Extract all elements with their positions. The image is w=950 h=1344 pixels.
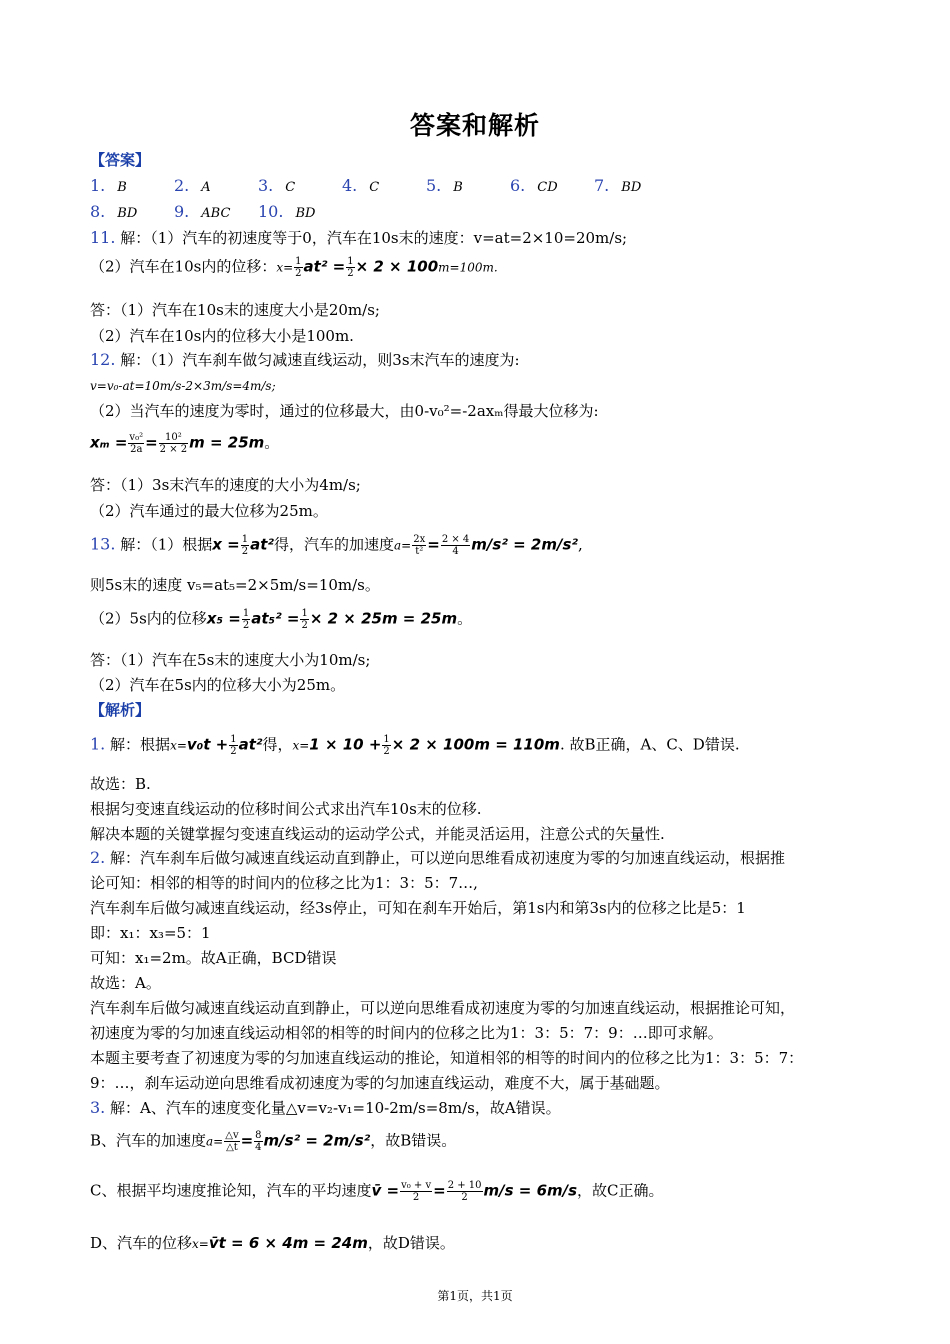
q13-text: 得，汽车的加速度: [274, 535, 395, 554]
formula: =: [145, 433, 158, 452]
answer-item: [174, 202, 258, 224]
formula: v₀t +: [186, 735, 229, 754]
answer-value: B: [453, 180, 463, 195]
formula: x₅ =: [206, 609, 241, 628]
answer-item: [90, 202, 174, 224]
a2-text: 解：汽车刹车后做匀减速直线运动直到静止，可以逆向思维看成初速度为零的匀加速直线运动，根据推: [110, 849, 786, 867]
formula: at² =: [303, 257, 346, 276]
frac-num: 1: [241, 534, 249, 545]
q12-text: 解：（1）汽车刹车做匀减速直线运动，则3s末汽车的速度为:: [120, 351, 520, 369]
formula: =: [427, 535, 440, 554]
a2-line-2: 论可知：相邻的相等的时间内的位移之比为1：3：5：7…,: [90, 874, 478, 892]
formula-var: a=: [394, 538, 412, 553]
answer-number: 2.: [174, 176, 190, 195]
frac-num: 2 × 4: [441, 534, 470, 545]
a3-text: D、汽车的位移: [90, 1234, 193, 1252]
a1-text: . 故B正确，A、C、D错误.: [559, 735, 740, 754]
formula: at₅² =: [251, 609, 300, 628]
frac-num: 2 + 10: [447, 1180, 482, 1191]
q12-line-5: 答：（1）3s末汽车的速度的大小为4m/s;: [90, 476, 361, 494]
q11-text: （2）汽车在10s内的位移：: [90, 257, 277, 276]
question-number: 11.: [90, 228, 116, 247]
a3-line-4: [90, 1233, 455, 1254]
formula: × 2 × 25m = 25m: [309, 609, 458, 628]
answer-value: CD: [537, 180, 558, 195]
page-title: 答案和解析: [409, 111, 540, 140]
analysis-header-label: 【解析】: [90, 701, 151, 719]
answer-value: BD: [621, 180, 642, 195]
q12-line-6: （2）汽车通过的最大位移为25m。: [90, 502, 328, 520]
a2-line-1: [90, 848, 785, 868]
frac-num: 1: [230, 734, 237, 745]
formula: at²: [250, 535, 274, 554]
fraction: [382, 734, 390, 757]
frac-num: △v: [225, 1130, 239, 1141]
frac-den: 4: [255, 1142, 262, 1153]
answer-number: 10.: [258, 202, 284, 221]
analysis-header: [90, 700, 150, 720]
frac-den: 2: [412, 1192, 420, 1203]
a3-text: ，故B错误。: [370, 1131, 457, 1150]
a3-line-2: [90, 1130, 456, 1153]
a3-text: B、汽车的加速度: [90, 1131, 207, 1150]
q12-line-4: [90, 432, 279, 455]
question-number: 1.: [90, 734, 106, 754]
formula: v̄t = 6 × 4m = 24m: [208, 1234, 368, 1252]
q13-line-2: 则5s末的速度 v₅=at₅=2×5m/s=10m/s。: [90, 576, 380, 594]
answer-number: 3.: [258, 176, 274, 195]
answer-number: 7.: [594, 176, 610, 195]
answer-number: 4.: [342, 176, 358, 195]
frac-den: 2: [383, 746, 390, 757]
a1-line-4: 解决本题的关键掌握匀变速直线运动的运动学公式，并能灵活运用，注意公式的矢量性.: [90, 825, 665, 843]
a1-text: 得，: [262, 735, 293, 754]
formula: × 2 × 100: [355, 257, 439, 276]
a3-line-3: [90, 1180, 664, 1203]
answers-header: [90, 150, 150, 170]
fraction: [412, 534, 426, 557]
a2-line-5: 可知：x₁=2m。故A正确，BCD错误: [90, 949, 337, 967]
q13-line-3: [90, 608, 472, 631]
a3-line-1: [90, 1098, 561, 1118]
q13-text: （2）5s内的位移: [90, 609, 207, 628]
a2-line-7: 汽车刹车后做匀减速直线运动直到静止，可以逆向思维看成初速度为零的匀加速直线运动，根据推论可知，: [90, 999, 796, 1017]
a1-line-2: 故选：B.: [90, 775, 151, 793]
frac-den: 4: [452, 546, 459, 557]
fraction: [241, 534, 249, 557]
q11-line-1: [90, 228, 627, 248]
a1-text: 解：根据: [110, 735, 171, 754]
formula-var: x=: [170, 738, 187, 753]
frac-num: 1: [295, 256, 302, 267]
answers-row-2: [90, 202, 342, 224]
answers-header-label: 【答案】: [90, 151, 151, 169]
a1-line-1: [90, 734, 740, 757]
answer-item: [174, 176, 258, 198]
answer-item: [258, 202, 342, 224]
frac-den: 2a: [130, 444, 143, 455]
fraction: [254, 1130, 262, 1153]
punct: 。: [457, 609, 473, 628]
a2-line-8: 初速度为零的匀加速直线运动相邻的相等的时间内的位移之比为1：3：5：7：9：…即可求解。: [90, 1024, 723, 1042]
frac-num: 2x: [413, 534, 426, 545]
question-number: 13.: [90, 534, 116, 554]
answers-row-1: [90, 176, 678, 198]
formula: xₘ =: [90, 433, 128, 452]
fraction: [447, 1180, 483, 1203]
answer-item: [594, 176, 678, 198]
answer-value: C: [369, 180, 380, 195]
a2-line-6: 故选：A。: [90, 974, 161, 992]
q11-line-2: [90, 256, 498, 279]
formula: m/s = 6m/s: [483, 1181, 578, 1200]
page-footer: 第1页，共1页: [437, 1289, 513, 1303]
frac-num: 10²: [159, 432, 188, 444]
formula: × 2 × 100m = 110m: [391, 735, 560, 754]
answer-item: [90, 176, 174, 198]
q13-line-1: [90, 534, 583, 557]
answer-number: 9.: [174, 202, 190, 221]
frac-num: 1: [347, 256, 354, 267]
formula: m/s² = 2m/s²: [263, 1131, 371, 1150]
answer-number: 6.: [510, 176, 526, 195]
frac-den: 2 × 2: [159, 444, 188, 455]
frac-num: 1: [242, 608, 250, 619]
answer-item: [510, 176, 594, 198]
q12-line-2: v=v₀-at=10m/s-2×3m/s=4m/s;: [90, 379, 276, 393]
formula-var: x=: [192, 1237, 209, 1251]
fraction: [128, 432, 144, 455]
formula-var: a=: [206, 1134, 224, 1149]
frac-num: v₀ + v: [401, 1180, 432, 1191]
q11-line-3: 答：（1）汽车在10s末的速度大小是20m/s;: [90, 301, 380, 319]
frac-den: 2: [347, 268, 354, 279]
formula: v̄ =: [371, 1181, 400, 1200]
answer-value: A: [201, 180, 211, 195]
answer-value: BD: [117, 206, 138, 221]
a2-line-4: 即：x₁：x₃=5：1: [90, 924, 211, 942]
formula-var: x=: [276, 260, 294, 275]
frac-den: 2: [295, 268, 302, 279]
formula: 1 × 10 +: [309, 735, 382, 754]
answer-number: 8.: [90, 202, 106, 221]
answer-value: ABC: [201, 206, 231, 221]
frac-den: 2: [301, 620, 308, 631]
question-number: 3.: [90, 1098, 106, 1117]
answer-value: B: [117, 180, 127, 195]
a2-line-9: 本题主要考查了初速度为零的匀加速直线运动的推论，知道相邻的相等的时间内的位移之比为1：3：5：7：: [90, 1049, 804, 1067]
frac-den: 2: [461, 1192, 468, 1203]
question-number: 2.: [90, 848, 106, 867]
frac-num: v₀²: [129, 432, 144, 443]
formula-result: m=100m.: [438, 260, 498, 275]
answer-item: [258, 176, 342, 198]
answer-value: C: [285, 180, 296, 195]
formula-var: x=: [292, 738, 310, 753]
fraction: [294, 256, 302, 279]
q13-line-4: 答：（1）汽车在5s末的速度大小为10m/s;: [90, 651, 371, 669]
fraction: [300, 608, 308, 631]
a2-line-3: 汽车刹车后做匀减速直线运动，经3s停止，可知在刹车开始后，第1s内和第3s内的位移之比是5：1: [90, 899, 746, 917]
frac-den: △t: [226, 1142, 238, 1153]
q11-line-4: （2）汽车在10s内的位移大小是100m.: [90, 327, 354, 345]
fraction: [441, 534, 470, 557]
answer-item: [426, 176, 510, 198]
answer-value: BD: [295, 206, 316, 221]
q11-text: 解：（1）汽车的初速度等于0，汽车在10s末的速度：v=at=2×10=20m/s;: [120, 229, 628, 247]
fraction: [400, 1180, 432, 1203]
formula: =: [433, 1181, 446, 1200]
question-number: 12.: [90, 350, 116, 369]
q13-line-5: （2）汽车在5s内的位移大小为25m。: [90, 676, 346, 694]
formula: at²: [238, 735, 263, 754]
frac-num: 1: [301, 608, 308, 619]
formula: m = 25m: [189, 433, 265, 452]
frac-den: 2: [230, 746, 237, 757]
q13-text: 解：（1）根据: [120, 535, 213, 554]
a1-line-3: 根据匀变速直线运动的位移时间公式求出汽车10s末的位移.: [90, 800, 482, 818]
a2-line-10: 9：…，刹车运动逆向思维看成初速度为零的匀加速直线运动，难度不大，属于基础题。: [90, 1074, 670, 1092]
formula: m/s² = 2m/s²: [471, 535, 578, 554]
fraction: [229, 734, 237, 757]
answer-number: 5.: [426, 176, 442, 195]
fraction: [159, 432, 188, 455]
frac-den: 2: [241, 546, 249, 557]
fraction: [346, 256, 354, 279]
frac-num: 8: [255, 1130, 262, 1141]
frac-den: t²: [415, 546, 424, 557]
punct: 。: [264, 433, 280, 452]
formula: x =: [212, 535, 240, 554]
frac-num: 1: [383, 734, 390, 745]
fraction: [242, 608, 250, 631]
a3-text: 解：A、汽车的速度变化量△v=v₂-v₁=10-2m/s=8m/s，故A错误。: [110, 1099, 561, 1117]
a3-text: C、根据平均速度推论知，汽车的平均速度: [90, 1181, 372, 1200]
answer-item: [342, 176, 426, 198]
a3-text: ，故D错误。: [367, 1234, 455, 1252]
formula: =: [240, 1131, 254, 1150]
q12-line-3: （2）当汽车的速度为零时，通过的位移最大，由0-v₀²=-2axₘ得最大位移为:: [90, 402, 599, 420]
q12-line-1: [90, 350, 520, 370]
a3-text: ，故C正确。: [577, 1181, 664, 1200]
frac-den: 2: [242, 620, 250, 631]
fraction: [224, 1130, 239, 1153]
answer-number: 1.: [90, 176, 106, 195]
punct: ,: [577, 535, 583, 554]
